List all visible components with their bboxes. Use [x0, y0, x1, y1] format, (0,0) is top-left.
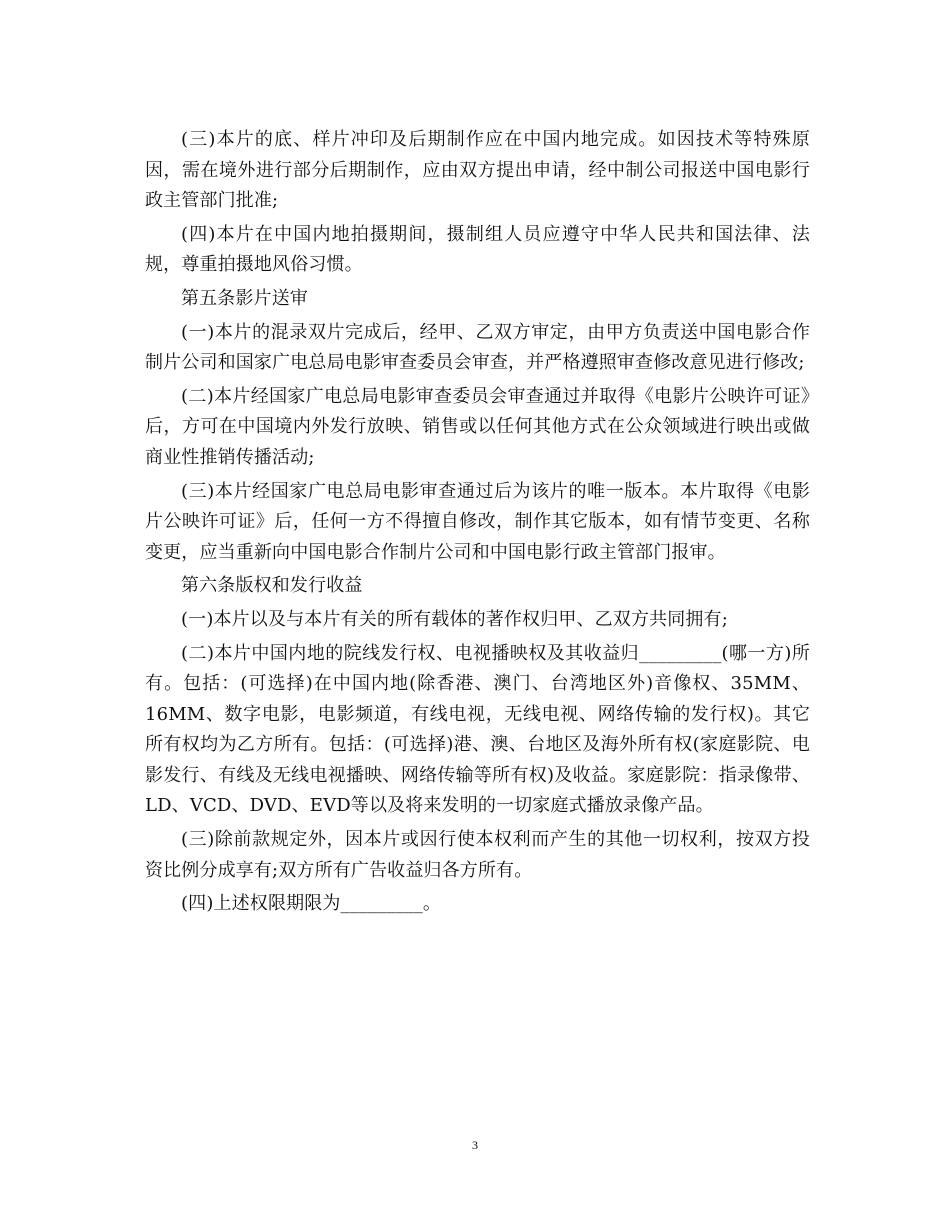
- paragraph: (四)本片在中国内地拍摄期间，摄制组人员应遵守中华人民共和国法律、法规，尊重拍摄地风俗习惯。: [145, 223, 810, 276]
- paragraph: (三)本片经国家广电总局电影审查通过后为该片的唯一版本。本片取得《电影片公映许可证》后，任何一方不得擅自修改，制作其它版本，如有情节变更、名称变更，应当重新向中国电影合作制片公司和中国电影行政主管部门报审。: [145, 480, 810, 563]
- paragraph: (二)本片中国内地的院线发行权、电视播映权及其收益归_________(哪一方)所有。包括：(可选择)在中国内地(除香港、澳门、台湾地区外)音像权、35MM、16MM、数字电影，电影频道，有线电视，无线电视、网络传输的发行权)。其它所有权均为乙方所有。包括：(可选择)港、澳、台地区及海外所有权(家庭影院、电影发行、有线及无线电视播映、网络传输等所有权)及收益。家庭影院：指录像带、LD、VCD、DVD、EVD等以及将来发明的一切家庭式播放录像产品。: [145, 642, 810, 817]
- paragraph: (三)本片的底、样片冲印及后期制作应在中国内地完成。如因技术等特殊原因，需在境外进行部分后期制作，应由双方提出申请，经中制公司报送中国电影行政主管部门批准;: [145, 129, 810, 212]
- paragraph: (三)除前款规定外，因本片或因行使本权利而产生的其他一切权利，按双方投资比例分成享有;双方所有广告收益归各方所有。: [145, 829, 810, 881]
- paragraph: (四)上述权限期限为_________。: [181, 893, 442, 915]
- section-heading: 第六条版权和发行收益: [181, 575, 363, 597]
- paragraph: (二)本片经国家广电总局电影审查委员会审查通过并取得《电影片公映许可证》后，方可在中国境内外发行放映、销售或以任何其他方式在公众领域进行映出或做商业性推销传播活动;: [145, 385, 810, 468]
- section-heading: 第五条影片送审: [181, 287, 309, 309]
- page-number: 3: [472, 1138, 478, 1152]
- paragraph: (一)本片的混录双片完成后，经甲、乙双方审定，由甲方负责送中国电影合作制片公司和国家广电总局电影审查委员会审查，并严格遵照审查修改意见进行修改;: [145, 321, 810, 374]
- paragraph: (一)本片以及与本片有关的所有载体的著作权归甲、乙双方共同拥有;: [181, 608, 728, 630]
- body-text: [145, 125, 810, 923]
